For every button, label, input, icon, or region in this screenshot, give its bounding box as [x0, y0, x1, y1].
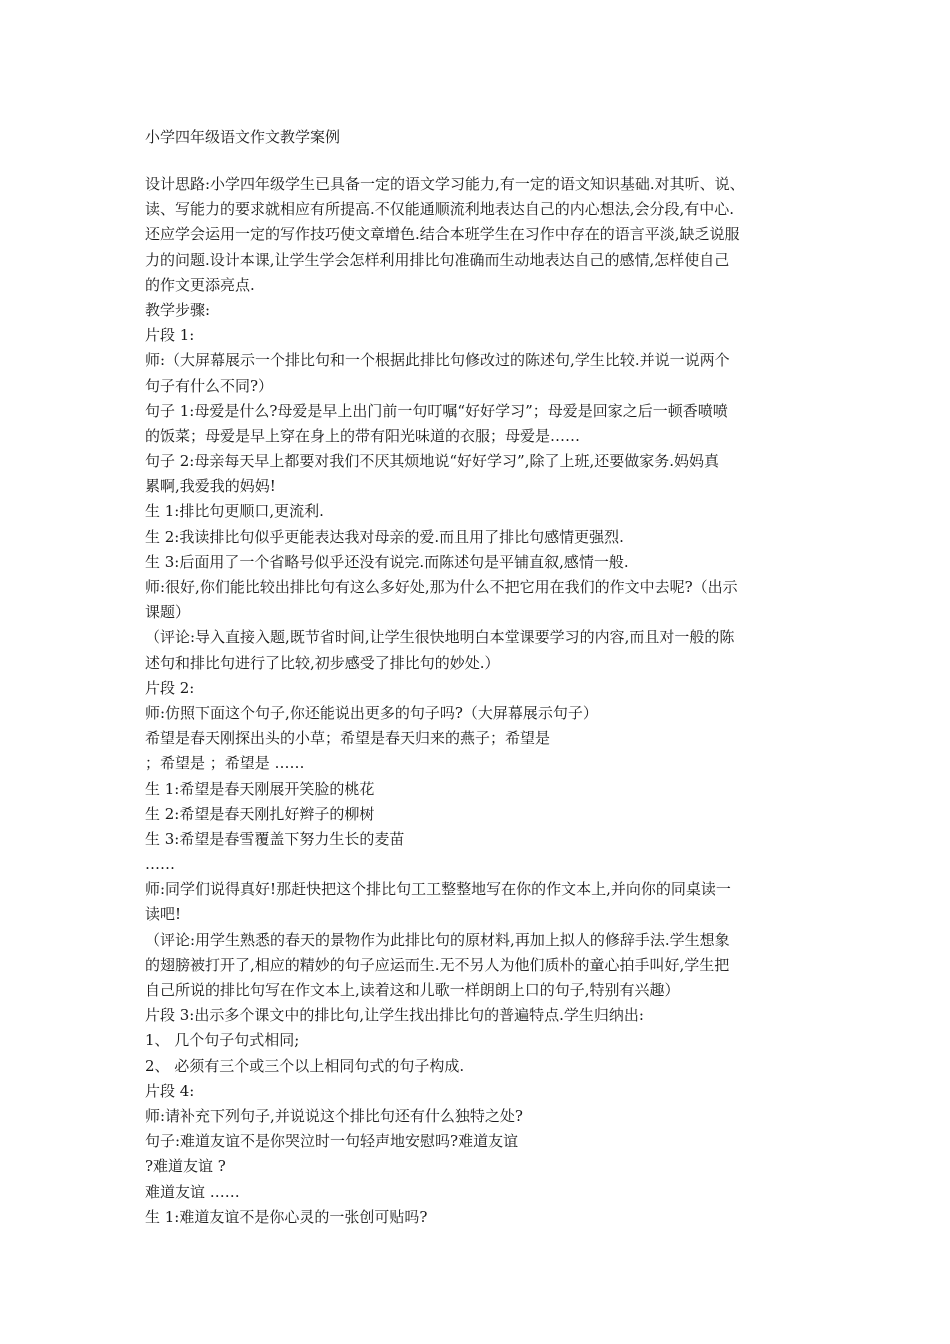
body-line: 师:请补充下列句子,并说说这个排比句还有什么独特之处? — [145, 1106, 523, 1125]
body-line: 生 1:希望是春天刚展开笑脸的桃花 — [145, 779, 375, 798]
body-line: （评论:导入直接入题,既节省时间,让学生很快地明白本堂课要学习的内容,而且对一般的陈 — [145, 628, 735, 647]
body-line: …… — [145, 855, 175, 874]
document-title: 小学四年级语文作文教学案例 — [145, 128, 341, 146]
body-line: （评论:用学生熟悉的春天的景物作为此排比句的原材料,再加上拟人的修辞手法.学生想象 — [145, 930, 730, 949]
body-line: 句子有什么不同?） — [145, 376, 274, 395]
body-line: 的饭菜；母爱是早上穿在身上的带有阳光味道的衣服；母爱是…… — [145, 426, 581, 445]
body-line: 设计思路:小学四年级学生已具备一定的语文学习能力,有一定的语文知识基础.对其听、说、 — [145, 175, 745, 193]
body-line: 师:（大屏幕展示一个排比句和一个根据此排比句修改过的陈述句,学生比较.并说一说两个 — [145, 351, 730, 370]
body-line: 力的问题.设计本课,让学生学会怎样利用排比句准确而生动地表达自己的感情,怎样使自己 — [145, 250, 730, 269]
body-line: 的作文更添亮点. — [145, 275, 255, 294]
body-line: 读、写能力的要求就相应有所提高.不仅能通顺流利地表达自己的内心想法,会分段,有中心. — [145, 200, 735, 219]
body-line: 读吧! — [145, 905, 182, 924]
body-line: 师:很好,你们能比较出排比句有这么多好处,那为什么不把它用在我们的作文中去呢?（出示 — [145, 578, 738, 596]
body-line: 的翅膀被打开了,相应的精妙的句子应运而生.无不另人为他们质朴的童心拍手叫好,学生把 — [145, 955, 730, 974]
section-heading: 片段 2: — [145, 678, 195, 697]
body-line: 课题） — [145, 603, 191, 622]
body-line: ?难道友谊 ? — [145, 1157, 226, 1176]
section-heading: 片段 4: — [145, 1081, 195, 1100]
body-line: 生 3:希望是春雪覆盖下努力生长的麦苗 — [145, 829, 405, 848]
body-line: ；希望是 ；希望是 …… — [145, 754, 305, 773]
body-line: 师:同学们说得真好!那赶快把这个排比句工工整整地写在你的作文本上,并向你的同桌读一 — [145, 880, 731, 899]
body-line: 生 1:难道友谊不是你心灵的一张创可贴吗? — [145, 1207, 428, 1226]
body-line: 生 1:排比句更顺口,更流利. — [145, 502, 324, 521]
body-line: 难道友谊 …… — [145, 1182, 240, 1201]
body-line: 希望是春天刚探出头的小草；希望是春天归来的燕子；希望是 — [145, 729, 551, 748]
body-line: 还应学会运用一定的写作技巧使文章增色.结合本班学生在习作中存在的语言平淡,缺乏说服 — [145, 225, 740, 244]
body-line: 累啊,我爱我的妈妈! — [145, 477, 276, 496]
section-heading: 片段 1: — [145, 326, 195, 345]
body-line: 句子 2:母亲每天早上都要对我们不厌其烦地说“好好学习”,除了上班,还要做家务.妈妈真 — [145, 452, 720, 471]
document-page — [145, 0, 810, 1344]
body-line: 述句和排比句进行了比较,初步感受了排比句的妙处.） — [145, 653, 500, 672]
list-item: 1、 几个句子句式相同; — [145, 1031, 300, 1050]
body-line: 自己所说的排比句写在作文本上,读着这和儿歌一样朗朗上口的句子,特别有兴趣） — [145, 981, 680, 999]
body-line: 生 2:我读排比句似乎更能表达我对母亲的爱.而且用了排比句感情更强烈. — [145, 527, 624, 546]
body-line: 师:仿照下面这个句子,你还能说出更多的句子吗?（大屏幕展示句子） — [145, 703, 598, 722]
body-line: 句子:难道友谊不是你哭泣时一句轻声地安慰吗?难道友谊 — [145, 1132, 519, 1151]
section-heading: 教学步骤: — [145, 300, 211, 319]
body-line: 句子 1:母爱是什么?母爱是早上出门前一句叮嘱“好好学习”；母爱是回家之后一顿香喷喷 — [145, 401, 728, 420]
document-body — [145, 172, 810, 1230]
list-item: 2、 必须有三个或三个以上相同句式的句子构成. — [145, 1056, 465, 1075]
body-line: 生 2:希望是春天刚扎好辫子的柳树 — [145, 804, 375, 823]
section-heading: 片段 3:出示多个课文中的排比句,让学生找出排比句的普遍特点.学生归纳出: — [145, 1006, 644, 1025]
body-line: 生 3:后面用了一个省略号似乎还没有说完.而陈述句是平铺直叙,感情一般. — [145, 552, 629, 571]
